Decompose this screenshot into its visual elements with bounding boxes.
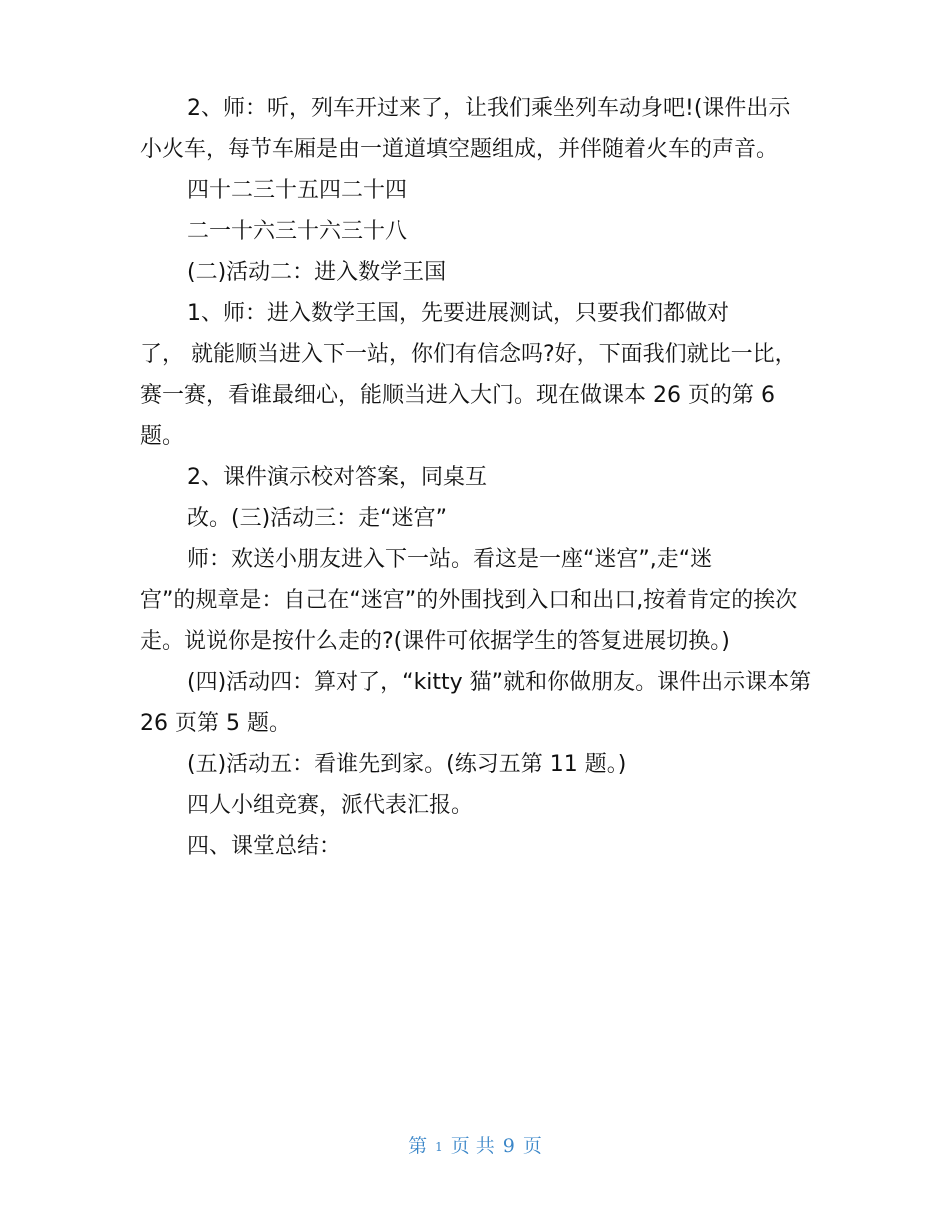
paragraph: 四、课堂总结： <box>187 834 342 859</box>
paragraph: (四)活动四：算对了，“kitty 猫”就和你做朋友。课件出示课本第 26 页第 5 题。 <box>140 670 812 736</box>
paragraph: 宫”的规章是：自己在“迷宫”的外围找到入口和出口,按着肯定的挨次走。说说你是按什么走的?(课件可依据学生的答复进展切换。) <box>140 588 798 654</box>
paragraph: 了， 就能顺当进入下一站，你们有信念吗?好，下面我们就比一比，赛一赛，看谁最细心，能顺当进入大门。现在做课本 26 页的第 6 题。 <box>140 342 797 449</box>
paragraph: 改。(三)活动三：走“迷宫” <box>187 506 447 531</box>
paragraph: 2、师：听，列车开过来了，让我们乘坐列车动身吧!(课件出示小火车，每节车厢是由一道道填空题组成，并伴随着火车的声音。 <box>140 96 791 162</box>
footer-page-number: 1 <box>435 1140 443 1154</box>
document-body <box>140 88 812 867</box>
paragraph: 师：欢送小朋友进入下一站。看这是一座“迷宫”,走“迷 <box>187 547 713 572</box>
footer-prefix: 第 <box>408 1135 428 1157</box>
paragraph: 二一十六三十六三十八 <box>187 219 408 244</box>
page-footer <box>0 1131 950 1158</box>
footer-total-pages: 9 <box>502 1135 515 1157</box>
paragraph: 四人小组竞赛，派代表汇报。 <box>187 793 474 818</box>
paragraph: 2、课件演示校对答案，同桌互 <box>187 465 487 490</box>
paragraph: (五)活动五：看谁先到家。(练习五第 11 题。) <box>187 752 627 777</box>
paragraph: 四十二三十五四二十四 <box>187 178 408 203</box>
footer-mid: 页 共 <box>450 1135 495 1157</box>
paragraph: (二)活动二：进入数学王国 <box>187 260 447 285</box>
footer-suffix: 页 <box>522 1135 542 1157</box>
paragraph: 1、师：进入数学王国，先要进展测试，只要我们都做对 <box>187 301 729 326</box>
